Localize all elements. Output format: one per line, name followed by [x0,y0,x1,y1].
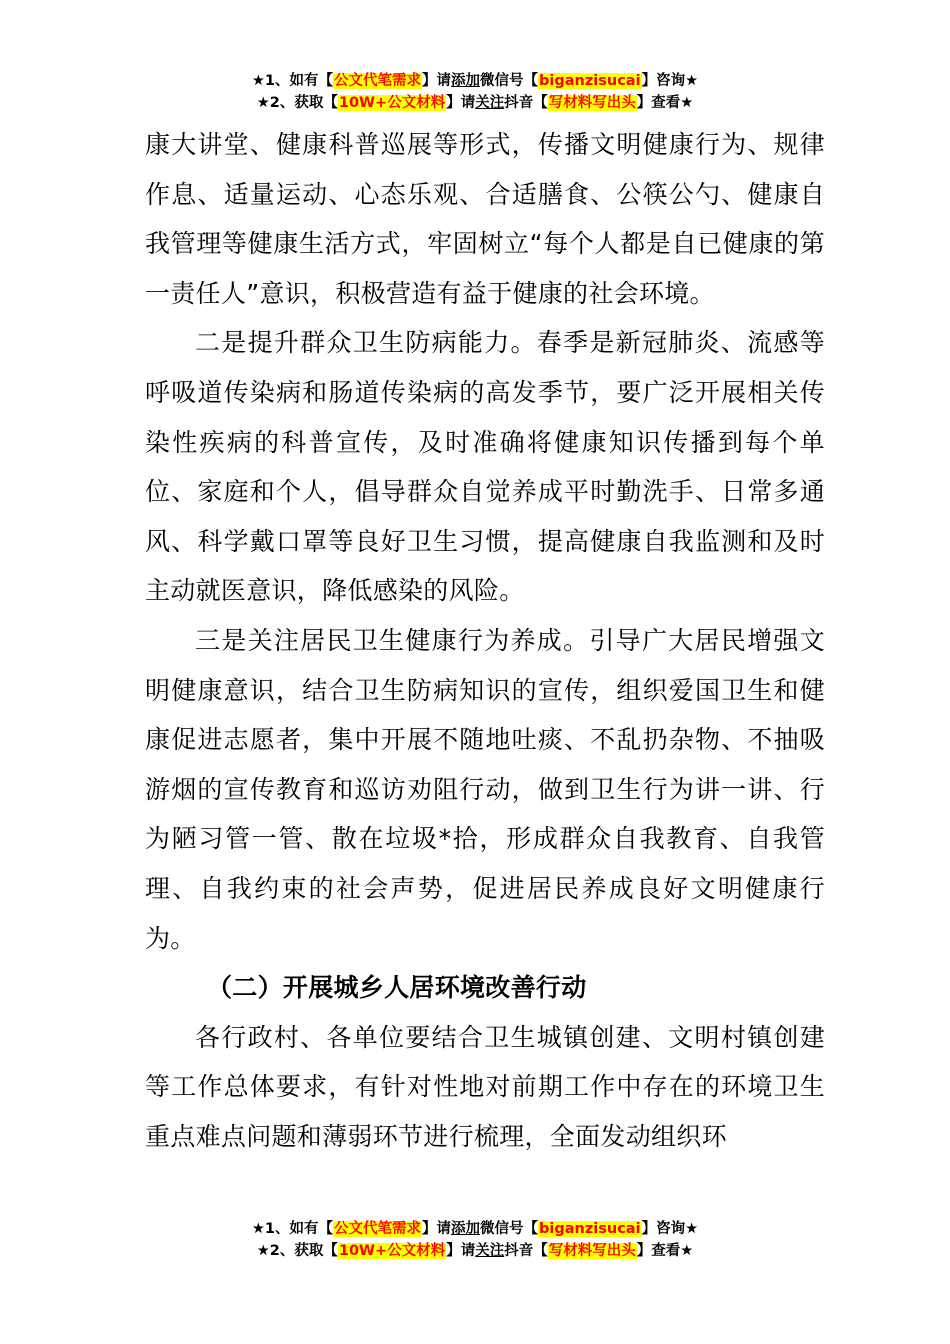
footer-highlight-service: 公文代笔需求 [334,1221,422,1237]
header-highlight-douyin: 写材料写出头 [548,95,636,111]
footer-line-2: ★2、获取【10W+公文材料】请关注抖音【写材料写出头】查看★ [256,1243,694,1259]
footer-highlight-wechat: biganzisucai [539,1221,641,1237]
section-heading: （二）开展城乡人居环境改善行动 [207,973,587,1003]
header-highlight-materials: 10W+公文材料 [338,95,446,111]
header-line-2: ★2、获取【10W+公文材料】请关注抖音【写材料写出头】查看★ [256,95,694,111]
footer-highlight-douyin: 写材料写出头 [548,1243,636,1259]
header-banner [0,70,950,114]
paragraph-disease-prevention: 二是提升群众卫生防病能力。春季是新冠肺炎、流感等呼吸道传染病和肠道传染病的高发季节，要广泛开展相关传染性疾病的科普宣传，及时准确将健康知识传播到每个单位、家庭和个人，倡导群众自觉养成平时勤洗手、日常多通风、科学戴口罩等良好卫生习惯，提高健康自我监测和及时主动就医意识，降低感染的风险。 [145,328,825,606]
footer-banner [0,1218,950,1262]
header-highlight-wechat: biganzisucai [539,73,641,89]
paragraph-continued: 康大讲堂、健康科普巡展等形式，传播文明健康行为、规律作息、适量运动、心态乐观、合适膳食、公筷公勺、健康自我管理等健康生活方式，牢固树立“每个人都是自已健康的第一责任人”意识，积极营造有益于健康的社会环境。 [145,130,825,308]
footer-line-1: ★1、如有【公文代笔需求】请添加微信号【biganzisucai】咨询★ [251,1221,699,1237]
document-body [145,120,825,1161]
header-line-1: ★1、如有【公文代笔需求】请添加微信号【biganzisucai】咨询★ [251,73,699,89]
paragraph-environment: 各行政村、各单位要结合卫生城镇创建、文明村镇创建等工作总体要求，有针对性地对前期工作中存在的环境卫生重点难点问题和薄弱环节进行梳理，全面发动组织环 [145,1022,825,1151]
paragraph-health-behavior: 三是关注居民卫生健康行为养成。引导广大居民增强文明健康意识，结合卫生防病知识的宣传，组织爱国卫生和健康促进志愿者，集中开展不随地吐痰、不乱扔杂物、不抽吸游烟的宣传教育和巡访劝阻行动，做到卫生行为讲一讲、行为陋习管一管、散在垃圾*拾，形成群众自我教育、自我管理、自我约束的社会声势，促进居民养成良好文明健康行为。 [145,625,825,953]
header-highlight-service: 公文代笔需求 [334,73,422,89]
footer-highlight-materials: 10W+公文材料 [338,1243,446,1259]
